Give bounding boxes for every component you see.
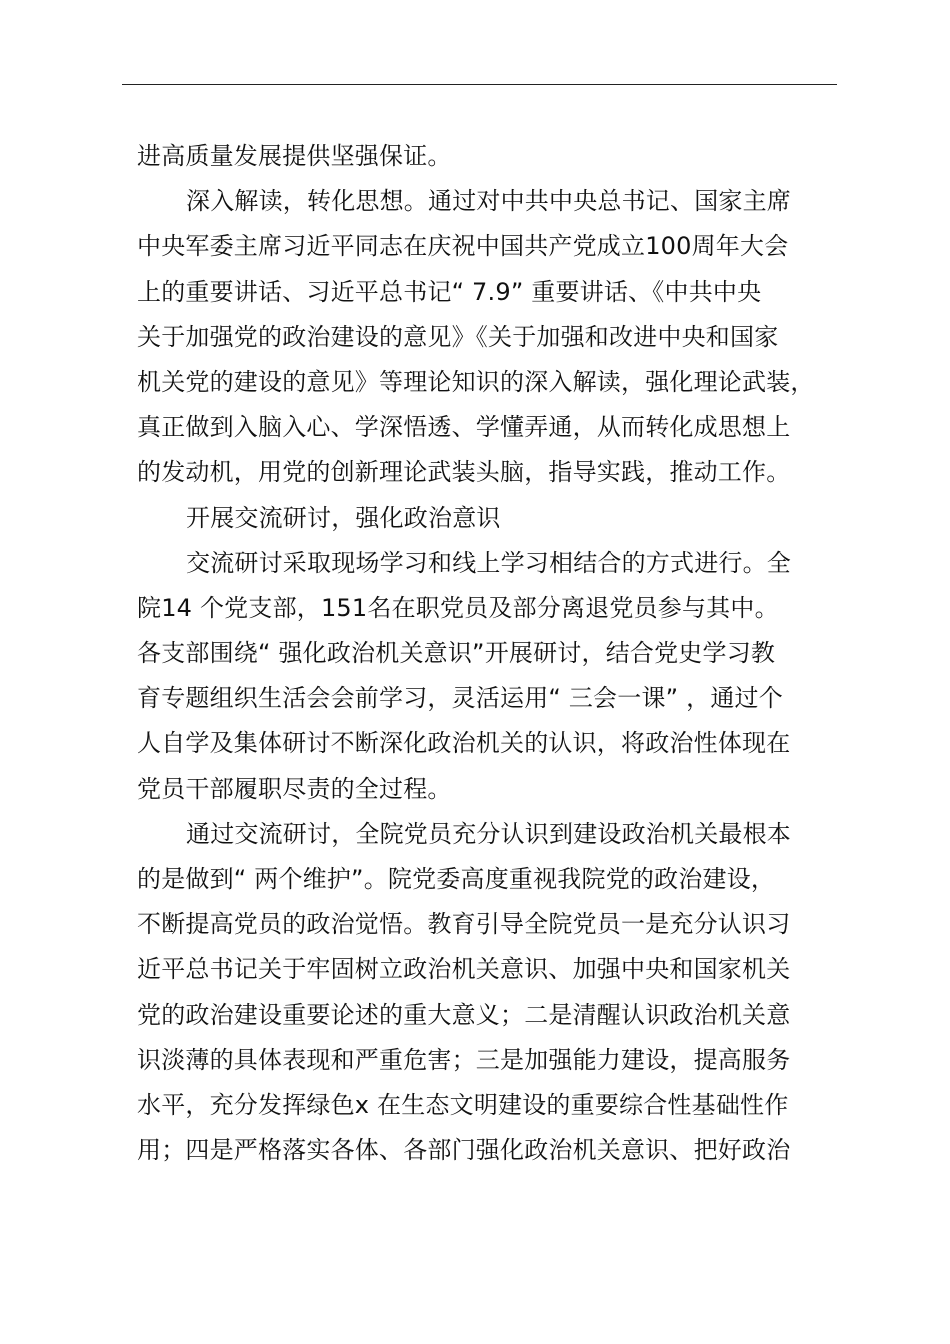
text-line: 党员干部履职尽责的全过程。 bbox=[137, 774, 452, 803]
text-line: 院14 个党支部，151名在职党员及部分离退党员参与其中。 bbox=[137, 593, 779, 622]
document-body bbox=[137, 134, 849, 1173]
text-line: 进高质量发展提供坚强保证。 bbox=[137, 142, 452, 170]
text-line: 近平总书记关于牢固树立政治机关意识、加强中央和国家机关 bbox=[137, 955, 791, 984]
header-rule bbox=[122, 84, 837, 85]
text-line: 交流研讨采取现场学习和线上学习相结合的方式进行。全 bbox=[186, 548, 791, 577]
text-line: 中央军委主席习近平同志在庆祝中国共产党成立100周年大会 bbox=[137, 232, 789, 261]
text-line: 党的政治建设重要论述的重大意义；二是清醒认识政治机关意 bbox=[137, 1000, 791, 1029]
text-line: 育专题组织生活会会前学习，灵活运用“ 三会一课” ，通过个 bbox=[137, 684, 783, 713]
text-line: 各支部围绕“ 强化政治机关意识”开展研讨，结合党史学习教 bbox=[137, 639, 776, 668]
text-line: 通过交流研讨，全院党员充分认识到建设政治机关最根本 bbox=[186, 819, 791, 848]
text-line: 人自学及集体研讨不断深化政治机关的认识，将政治性体现在 bbox=[137, 729, 791, 758]
text-line: 上的重要讲话、习近平总书记“ 7.9” 重要讲话、《中共中央 bbox=[137, 277, 762, 306]
text-line: 真正做到入脑入心、学深悟透、学懂弄通，从而转化成思想上 bbox=[137, 413, 791, 442]
text-line: 开展交流研讨，强化政治意识 bbox=[186, 503, 501, 532]
text-line: 水平，充分发挥绿色x 在生态文明建设的重要综合性基础性作 bbox=[137, 1090, 789, 1119]
text-line: 用；四是严格落实各体、各部门强化政治机关意识、把好政治 bbox=[137, 1136, 791, 1165]
text-line: 关于加强党的政治建设的意见》《关于加强和改进中央和国家 bbox=[137, 322, 779, 351]
text-line: 深入解读，转化思想。通过对中共中央总书记、国家主席 bbox=[186, 187, 791, 216]
text-line: 机关党的建设的意见》等理论知识的深入解读，强化理论武装， bbox=[137, 367, 815, 396]
text-line: 的是做到“ 两个维护”。院党委高度重视我院党的政治建设， bbox=[137, 865, 776, 893]
text-line: 不断提高党员的政治觉悟。教育引导全院党员一是充分认识习 bbox=[137, 910, 791, 939]
text-line: 的发动机，用党的创新理论武装头脑，指导实践，推动工作。 bbox=[137, 458, 791, 487]
text-line: 识淡薄的具体表现和严重危害；三是加强能力建设，提高服务 bbox=[137, 1045, 791, 1074]
